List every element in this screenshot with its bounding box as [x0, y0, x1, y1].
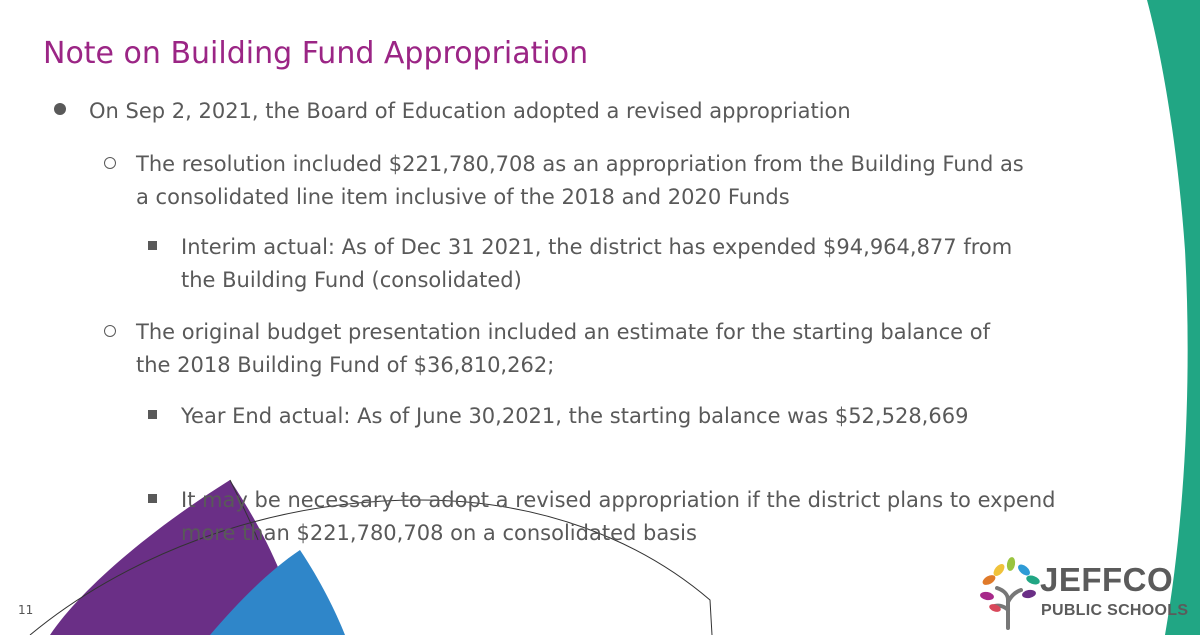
tree-icon [975, 550, 1045, 630]
bullet-square [148, 494, 157, 503]
bullet-disc [54, 103, 66, 115]
bullet-level3-year-end-actual: Year End actual: As of June 30,2021, the starting balance was $52,528,669 [181, 404, 969, 428]
logo-subtitle: PUBLIC SCHOOLS [1041, 602, 1189, 619]
logo-name: JEFFCO [1040, 561, 1174, 598]
bullet-square [148, 241, 157, 250]
bullet-circle [104, 325, 116, 337]
bullet-square [148, 410, 157, 419]
bullet-level2-original-budget: The original budget presentation included an estimate for the starting balance of the 2018 Building Fund of $36,810,262; [136, 320, 990, 377]
bullet-level3-interim-actual: Interim actual: As of Dec 31 2021, the district has expended $94,964,877 from the Building Fund (consolidated) [181, 235, 1013, 292]
bullet-level1: On Sep 2, 2021, the Board of Education adopted a revised appropriation [89, 99, 851, 123]
bullet-level2-resolution: The resolution included $221,780,708 as an appropriation from the Building Fund as a consolidated line item inclusive of the 2018 and 2020 Funds [136, 152, 1024, 209]
page-number: 11 [18, 603, 34, 617]
slide-title: Note on Building Fund Appropriation [43, 36, 589, 71]
bullet-circle [104, 157, 116, 169]
bullet-level3-revised-appropriation: It may be necessary to adopt a revised appropriation if the district plans to expend more than $221,780,708 on a consolidated basis [181, 488, 1056, 545]
